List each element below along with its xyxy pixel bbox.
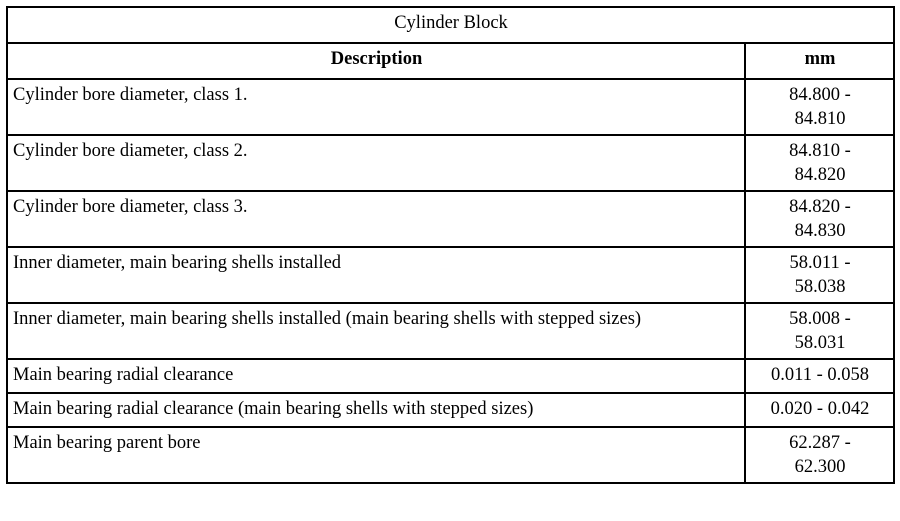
row-value [745,135,894,191]
value-line: 84.800 - [789,85,851,105]
row-value [745,79,894,135]
table-row [7,393,894,427]
value-line: 84.830 [794,221,846,241]
value-line: 84.810 - [789,141,851,161]
row-description: Inner diameter, main bearing shells installed (main bearing shells with stepped sizes) [7,303,745,359]
column-header-mm: mm [745,43,894,79]
value-line: 62.300 [794,457,846,477]
row-value [745,427,894,483]
value-line: 58.011 - [789,253,851,273]
row-value: 0.011 - 0.058 [745,359,894,393]
cylinder-block-spec-table [6,6,895,484]
table-row [7,303,894,359]
table-row [7,359,894,393]
table-title: Cylinder Block [7,7,894,43]
row-description: Cylinder bore diameter, class 2. [7,135,745,191]
table-header-row [7,43,894,79]
value-line: 58.038 [794,277,846,297]
value-line: 62.287 - [789,433,851,453]
table-row [7,247,894,303]
row-value [745,191,894,247]
table-title-row [7,7,894,43]
table-row [7,191,894,247]
table-row [7,135,894,191]
row-description: Cylinder bore diameter, class 1. [7,79,745,135]
value-line: 58.008 - [789,309,851,329]
row-description: Cylinder bore diameter, class 3. [7,191,745,247]
row-description: Main bearing parent bore [7,427,745,483]
row-description: Main bearing radial clearance [7,359,745,393]
row-value [745,303,894,359]
value-line: 58.031 [794,333,846,353]
row-value: 0.020 - 0.042 [745,393,894,427]
row-description: Inner diameter, main bearing shells installed [7,247,745,303]
table-row [7,427,894,483]
row-description: Main bearing radial clearance (main bearing shells with stepped sizes) [7,393,745,427]
column-header-description: Description [7,43,745,79]
value-line: 84.820 - [789,197,851,217]
row-value [745,247,894,303]
value-line: 84.810 [794,109,846,129]
table-row [7,79,894,135]
value-line: 84.820 [794,165,846,185]
